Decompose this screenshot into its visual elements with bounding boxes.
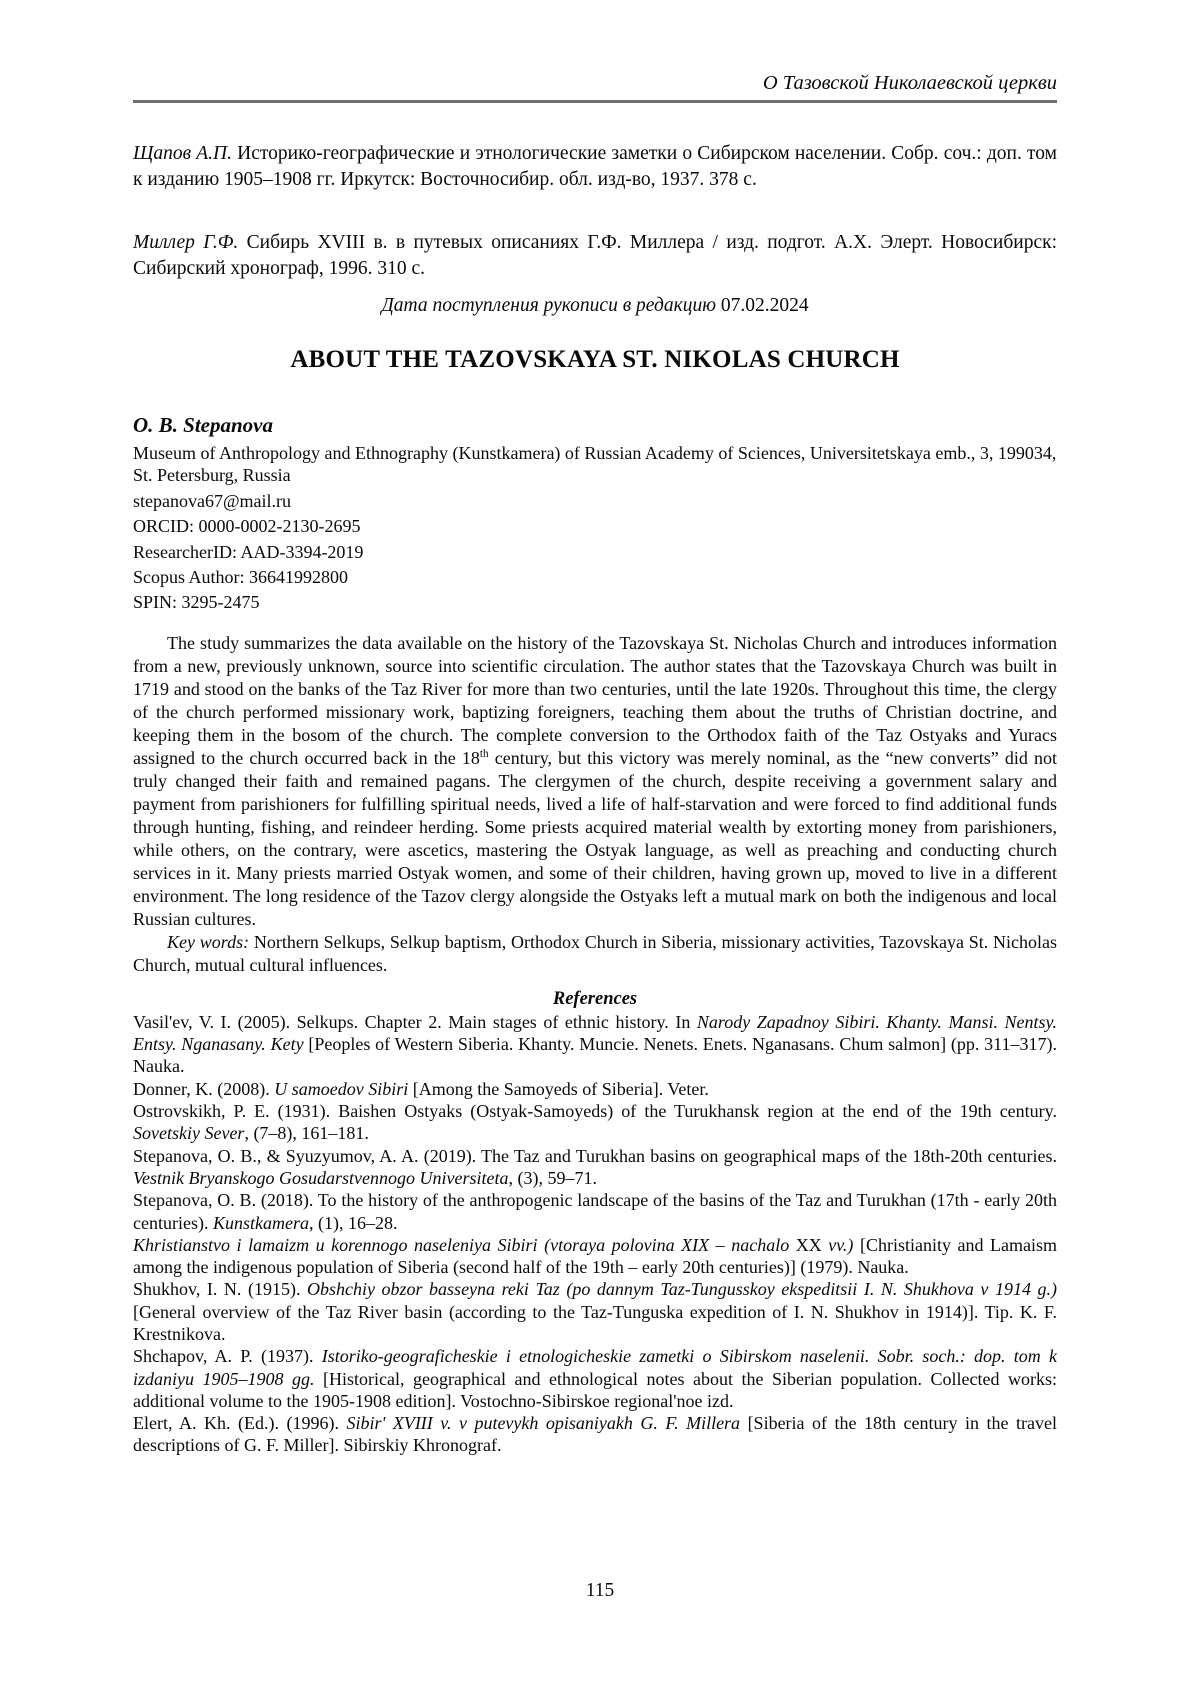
keywords-paragraph: Key words: Northern Selkups, Selkup baptism, Orthodox Church in Siberia, missionary activities, Tazovskaya St. Nicholas Church, mutual cultural influences.	[133, 931, 1058, 975]
reference-item: Vasil'ev, V. I. (2005). Selkups. Chapter 2. Main stages of ethnic history. In Narody Zapadnoy Sibiri. Khanty. Mansi. Nentsy. Entsy. Nganasany. Kety [Peoples of Western Siberia. Khanty. Muncie. Nenets. Enets. Nganasans. Chum salmon] (pp. 311–317). Nauka.	[133, 1011, 1058, 1077]
author-name: O. B. Stepanova	[133, 413, 274, 437]
manuscript-received-line: Дата поступления рукописи в редакцию 07.02.2024	[381, 295, 809, 316]
references-heading: References	[552, 988, 638, 1009]
reference-item: Elert, A. Kh. (Ed.). (1996). Sibir' XVIII v. v putevykh opisaniyakh G. F. Millera [Siberia of the 18th century in the travel descriptions of G. F. Miller]. Sibirskiy Khronograf.	[133, 1413, 1057, 1456]
scopus-line: Scopus Author: 36641992800	[133, 567, 349, 588]
spin-line: SPIN: 3295-2475	[133, 592, 260, 613]
researcherid-line: ResearcherID: AAD-3394-2019	[133, 541, 364, 562]
references-list	[133, 1011, 1057, 1457]
affiliation-block	[133, 442, 1057, 614]
reference-item: Shukhov, I. N. (1915). Obshchiy obzor basseyna reki Taz (po dannym Taz-Tungusskoy ekspeditsii I. N. Shukhova v 1914 g.) [General overview of the Taz River basin (according to the Taz-Tunguska expedition of I. N. Shukhov in 1914)]. Tip. K. F. Krestnikova.	[133, 1279, 1057, 1344]
running-header	[133, 0, 1057, 103]
page-content	[133, 0, 1057, 1457]
reference-item: Shchapov, A. P. (1937). Istoriko-geograficheskie i etnologicheskie zametki o Sibirskom naselenii. Sobr. soch.: dop. tom k izdaniyu 1905–1908 gg. [Historical, geographical and ethnological notes about the Siberian population. Collected works: additional volume to the 1905-1908 edition]. Vostochno-Sibirskoe regional'noe izd.	[133, 1346, 1057, 1411]
reference-item: Ostrovskikh, P. E. (1931). Baishen Ostyaks (Ostyak-Samoyeds) of the Turukhansk region at the end of the 19th century. Sovetskiy Sever, (7–8), 161–181.	[133, 1101, 1057, 1144]
reference-item: Stepanova, O. B. (2018). To the history of the anthropogenic landscape of the basins of the Taz and Turukhan (17th - early 20th centuries). Kunstkamera, (1), 16–28.	[133, 1190, 1057, 1233]
affiliation-address: Museum of Anthropology and Ethnography (Kunstkamera) of Russian Academy of Sciences, Universitetskaya emb., 3, 199034, St. Petersburg, Russia	[133, 443, 1057, 486]
orcid-line: ORCID: 0000-0002-2130-2695	[133, 516, 361, 537]
reference-item: Donner, K. (2008). U samoedov Sibiri [Among the Samoyeds of Siberia]. Veter.	[133, 1078, 709, 1099]
article-title: ABOUT THE TAZOVSKAYA ST. NIKOLAS CHURCH	[290, 346, 900, 373]
abstract-paragraph: The study summarizes the data available on the history of the Tazovskaya St. Nicholas Church and introduces information from a new, previously unknown, source into scientific circulation. The author states that the Tazovskaya Church was built in 1719 and stood on the banks of the Taz River for more than two centuries, until the late 1920s. Throughout this time, the clergy of the church performed missionary work, baptizing foreigners, teaching them about the truths of Christian doctrine, and keeping them in the bosom of the church. The complete conversion to the Orthodox faith of the Taz Ostyaks and Yuracs assigned to the church occurred back in the 18th century, but this victory was merely nominal, as the “new converts” did not truly changed their faith and remained pagans. The clergymen of the church, despite receiving a government salary and payment from parishioners for fulfilling spiritual needs, lived a life of half-starvation and were forced to find additional funds through hunting, fishing, and reindeer herding. Some priests acquired material wealth by extorting money from parishioners, while others, on the contrary, were ascetics, mastering the Ostyak language, as well as preaching and conducting church services in it. Many priests married Ostyak women, and some of their children, having grown up, moved to live in a different environment. The long residence of the Tazov clergy alongside the Ostyaks left a mutual mark on both the indigenous and local Russian cultures.	[133, 632, 1057, 929]
bibliography-entry: Щапов А.П. Историко-географические и этнологические заметки о Сибирском населении. Собр. соч.: доп. том к изданию 1905–1908 гг. Иркутск: Восточносибир. обл. изд-во, 1937. 378 с.	[133, 143, 1058, 190]
running-header-title: О Тазовской Николаевской церкви	[762, 72, 1057, 94]
russian-bibliography-block	[133, 141, 1057, 281]
page-number: 115	[585, 1580, 615, 1601]
reference-item: Khristianstvo i lamaizm u korennogo naseleniya Sibiri (vtoraya polovina XIX – nachalo XX vv.) [Christianity and Lamaism among the indigenous population of Siberia (second half of the 19th – early 20th centuries)] (1979). Nauka.	[133, 1234, 1058, 1278]
reference-item: Stepanova, O. B., & Syuzyumov, A. A. (2019). The Taz and Turukhan basins on geographical maps of the 18th-20th centuries. Vestnik Bryanskogo Gosudarstvennogo Universiteta, (3), 59–71.	[133, 1145, 1057, 1188]
bibliography-entry: Миллер Г.Ф. Сибирь XVIII в. в путевых описаниях Г.Ф. Миллера / изд. подгот. А.Х. Элерт. Новосибирск: Сибирский хронограф, 1996. 310 с.	[133, 232, 1058, 279]
author-email: stepanova67@mail.ru	[133, 490, 292, 511]
